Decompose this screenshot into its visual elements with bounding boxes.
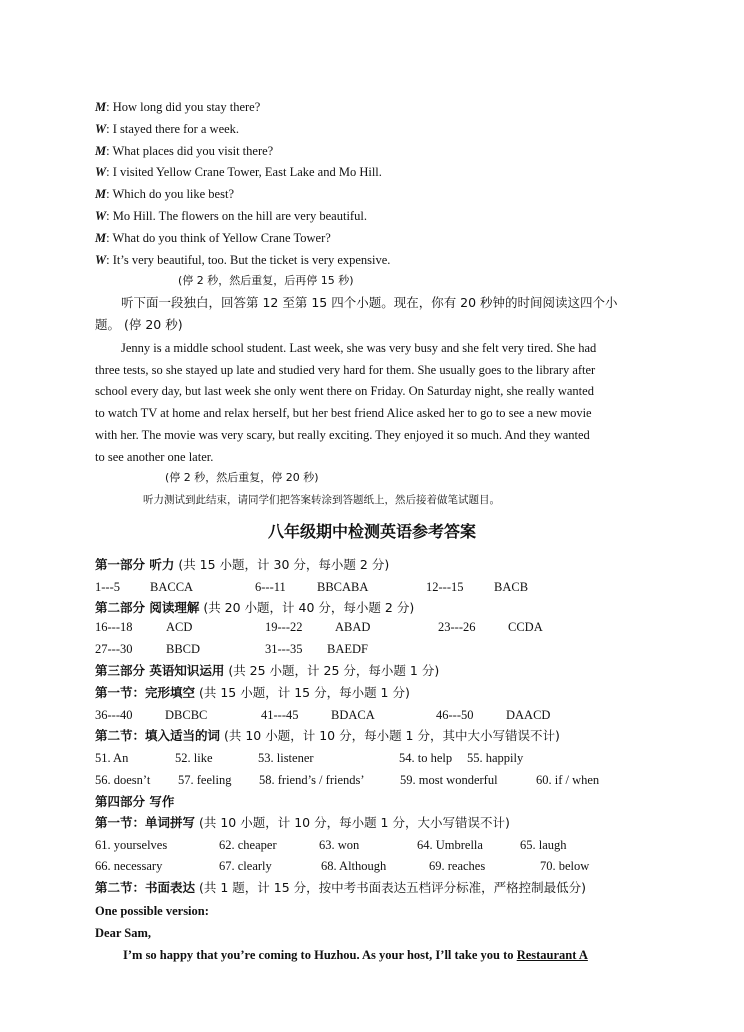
essay-line: I’m so happy that you’re coming to Huzhou. As your host, I’ll take you to Restaurant A [123,948,588,962]
passage-line: Jenny is a middle school student. Last week, she was very busy and she felt very tired. She had [121,341,597,355]
dialogue-line: W: I stayed there for a week. [95,122,240,136]
section-heading: 第一节：完形填空 (共 15 小题，计 15 分，每小题 1 分) [95,685,410,700]
essay-greeting: Dear Sam, [95,926,152,940]
passage-line: to watch TV at home and relax herself, but her best friend Alice asked her to go to see a new movie [95,406,592,420]
dialogue-line: W: I visited Yellow Crane Tower, East Lake and Mo Hill. [95,165,382,179]
dialogue-line: W: It’s very beautiful, too. But the ticket is very expensive. [95,253,391,267]
listening-instruction: 题。 (停 20 秒) [95,317,183,332]
passage-line: school every day, but last week she only went there on Friday. On Saturday night, she really wanted [95,384,594,398]
dialogue-line: M: What do you think of Yellow Crane Tower? [95,231,331,245]
passage-line: to see another one later. [95,450,214,464]
dialogue-line: M: Which do you like best? [95,187,234,201]
dialogue-line: W: Mo Hill. The flowers on the hill are very beautiful. [95,209,367,223]
essay-version-label: One possible version: [95,904,209,918]
part-heading: 第二部分 阅读理解 (共 20 小题，计 40 分，每小题 2 分) [95,600,415,615]
part-heading: 第一部分 听力 (共 15 小题，计 30 分，每小题 2 分) [95,557,390,572]
document-page: M: How long did you stay there? W: I stayed there for a week. M: What places did you visit there? W: I visited Yellow Crane Tower, East Lake and Mo Hill. M: Which do you like best? W: Mo Hill. The flowers on the hill are very beautiful. M: What do you think of Yellow Crane Tower? W: It’s very beautiful, too. But the ticket is very expensive. (停 2 秒，然后重复，后再停 15 秒) 听下面一段独白，回答第 12 至第 15 四个小题。现在，你有 20 秒钟的时间阅读这四个小 题。 (停 20 秒) Jenny is a middle school student. Last week, she was very busy and she felt very tired. She had three tests, so she stayed up late and studied very hard for them. She usually goes to the library after school every day, but last week she only went there on Friday. On Saturday night, she really wanted to watch TV at home and relax herself, but her best friend Alice asked her to go to see a new movie with her. The movie was very scary, but really exciting. They enjoyed it so much. And they wanted to see another one later. (停 2 秒，然后重复，停 20 秒) 听力测试到此结束，请同学们把答案转涂到答题纸上，然后接着做笔试题目。 八年级期中检测英语参考答案 第一部分 听力 (共 15 小题，计 30 分，每小题 2 分) 1---5 BACCA 6---11 BBCABA 12---15 BACB 第二部分 阅读理解 (共 20 小题，计 40 分，每小题 2 分) 16---18 ACD 19---22 ABAD 23---26 CCDA 27---30 BBCD 31---35 BAEDF 第三部分 英语知识运用 (共 25 小题，计 25 分，每小题 1 分) 第一节：完形填空 (共 15 小题，计 15 分，每小题 1 分) 36---40 DBCBC 41---45 BDACA 46---50 DAACD 第二节：填入适当的词 (共 10 小题，计 10 分，每小题 1 分，其中大小写错误不计) 51. An 52. like 53. listener 54. to help 55. happily 56. doesn’t 57. feeling 58. friend’s / friends’ 59. most wonderful 60. if / when 第四部分 写作 第一节：单词拼写 (共 10 小题，计 10 分，每小题 1 分，大小写错误不计) 61. yourselves 62. cheaper 63. won 64. Umbrella 65. laugh 66. necessary 67. clearly 68. Although 69. reaches 70. below 第二节：书面表达 (共 1 题，计 15 分，按中考书面表达五档评分标准，严格控制最低分) One possible version: Dear Sam, I’m so happy that you’re coming to Huzhou. As your host, I’ll take you to Restaurant A [0,0,744,1032]
dialogue-line: M: How long did you stay there? [95,100,261,114]
section-heading: 第二节：书面表达 (共 1 题，计 15 分，按中考书面表达五档评分标准，严格控制最低分) [95,880,586,895]
part-heading: 第四部分 写作 [95,794,175,809]
end-note: 听力测试到此结束，请同学们把答案转涂到答题纸上，然后接着做笔试题目。 [143,494,500,506]
dialogue-line: M: What places did you visit there? [95,144,274,158]
section-heading: 第二节：填入适当的词 (共 10 小题，计 10 分，每小题 1 分，其中大小写错误不计) [95,728,560,743]
answer-title: 八年级期中检测英语参考答案 [267,522,476,541]
passage-line: with her. The movie was very scary, but really exciting. They enjoyed it so much. And they wanted [95,428,590,442]
part-heading: 第三部分 英语知识运用 (共 25 小题，计 25 分，每小题 1 分) [95,663,440,678]
passage-line: three tests, so she stayed up late and studied very hard for them. She usually goes to the library after [95,363,596,377]
pause-instruction: (停 2 秒，然后重复，停 20 秒) [165,471,319,484]
listening-instruction: 听下面一段独白，回答第 12 至第 15 四个小题。现在，你有 20 秒钟的时间阅读这四个小 [121,295,618,310]
pause-instruction: (停 2 秒，然后重复，后再停 15 秒) [178,274,354,287]
section-heading: 第一节：单词拼写 (共 10 小题，计 10 分，每小题 1 分，大小写错误不计) [95,815,510,830]
